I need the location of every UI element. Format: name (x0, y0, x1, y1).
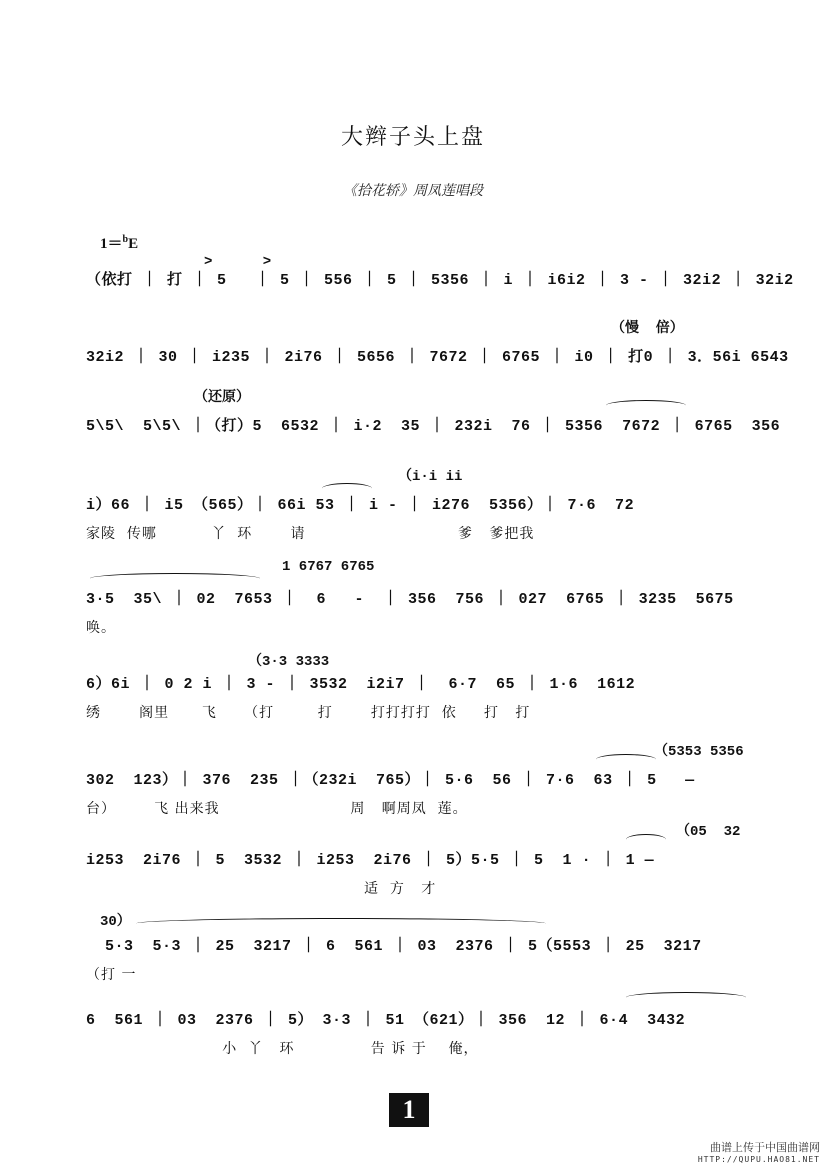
slur (606, 400, 686, 411)
page-number: 1 (389, 1093, 429, 1127)
score-row-9-notes: 5·3 5·3 ｜ 25 3217 ｜ 6 561 ｜ 03 2376 ｜ 5（5553 ｜ 25 3217 (86, 938, 702, 955)
slur (596, 754, 656, 765)
score-row-8-notes: i253 2i76 ｜ 5 3532 ｜ i253 2i76 ｜ 5）5·5 ｜ 5 1 · ｜ 1 — (86, 852, 655, 869)
song-title: 大辫子头上盘 (340, 125, 485, 150)
score-row-10-notes: 6 561 ｜ 03 2376 ｜ 5） 3·3 ｜ 51 （621）｜ 356 12 ｜ 6·4 3432 (86, 1012, 686, 1029)
score-row-6-notes: 6）6i ｜ 0 2 i ｜ 3 - ｜ 3532 i2i7 ｜ 6·7 65 ｜ 1·6 1612 (86, 676, 636, 693)
site-watermark (698, 1139, 820, 1164)
song-subtitle: 《拾花轿》周凤莲唱段 (343, 183, 483, 199)
score-row-5-notes: 3·5 35\ ｜ 02 7653 ｜ 6 - ｜ 356 756 ｜ 027 6765 ｜ 3235 5675 (86, 591, 734, 608)
score-row-5 (86, 559, 756, 677)
score-row-9-upper: 30） (100, 914, 131, 930)
score-row-2-tempo: （慢 倍） (611, 321, 684, 337)
score-row-4-notes: i）66 ｜ i5 （565）｜ 66i 53 ｜ i - ｜ i276 5356）｜ 7·6 72 (86, 497, 635, 514)
score-row-7-lyrics: 台） 飞 出来我 周 啊周凤 莲。 (86, 801, 468, 817)
score-row-10-lyrics: 小 丫 环 告 诉 于 俺， (86, 1041, 479, 1057)
score-row-1-notes: （依打 ｜ 打 ｜ 5 ｜ 5 ｜ 556 ｜ 5 ｜ 5356 ｜ i ｜ i6i2 ｜ 3 - ｜ 32i2 ｜ 32i2 (86, 272, 794, 289)
score-row-3-tempo: （还原） (194, 390, 250, 406)
score-row-2-notes: 32i2 ｜ 30 ｜ i235 ｜ 2i76 ｜ 5656 ｜ 7672 ｜ 6765 ｜ i0 ｜ 打0 ｜ 3．56i 6543 (86, 349, 789, 366)
score-row-8-lyrics: 适 方 才 (86, 881, 437, 897)
watermark-line-1: 曲谱上传于中国曲谱网 (710, 1141, 820, 1154)
score-row-3-notes: 5\5\ 5\5\ ｜（打）5 6532 ｜ i·2 35 ｜ 232i 76 ｜ 5356 7672 ｜ 6765 356 (86, 418, 781, 435)
slur (626, 834, 666, 845)
slur (90, 573, 260, 584)
score-row-4-lyrics: 家陵 传哪 丫 环 请 爹 爹把我 (86, 526, 535, 542)
key-flat: b (122, 234, 129, 245)
score-row-3 (86, 390, 781, 504)
score-row-8-upper: （05 32 (676, 824, 741, 840)
key-note: E (128, 236, 139, 252)
key-signature (100, 232, 138, 253)
score-row-5-lyrics: 唤。 (86, 620, 116, 636)
score-row-4-upper: （i·i ii (398, 469, 463, 485)
slur (136, 918, 546, 929)
score-row-1-accents: > > (204, 254, 272, 270)
score-row-7-notes: 302 123）｜ 376 235 ｜（232i 765）｜ 5·6 56 ｜ 7·6 63 ｜ 5 — (86, 772, 695, 789)
score-row-6-lyrics: 绣 阁里 飞 （打 打 打打打打 依 打 打 (86, 705, 531, 721)
slur (626, 992, 746, 1003)
score-row-4 (86, 469, 756, 583)
watermark-url: HTTP://QUPU.HAO81.NET (697, 1155, 820, 1164)
score-row-10 (86, 1008, 756, 1098)
score-row-5-volta: 1 6767 6765 (282, 559, 375, 575)
score-row-6-upper: （3·3 3333 (248, 654, 330, 670)
score-row-7-upper: （5353 5356 (654, 744, 744, 760)
score-row-9-lyrics: （打 一 (86, 967, 137, 983)
key-prefix: 1＝ (100, 236, 123, 252)
